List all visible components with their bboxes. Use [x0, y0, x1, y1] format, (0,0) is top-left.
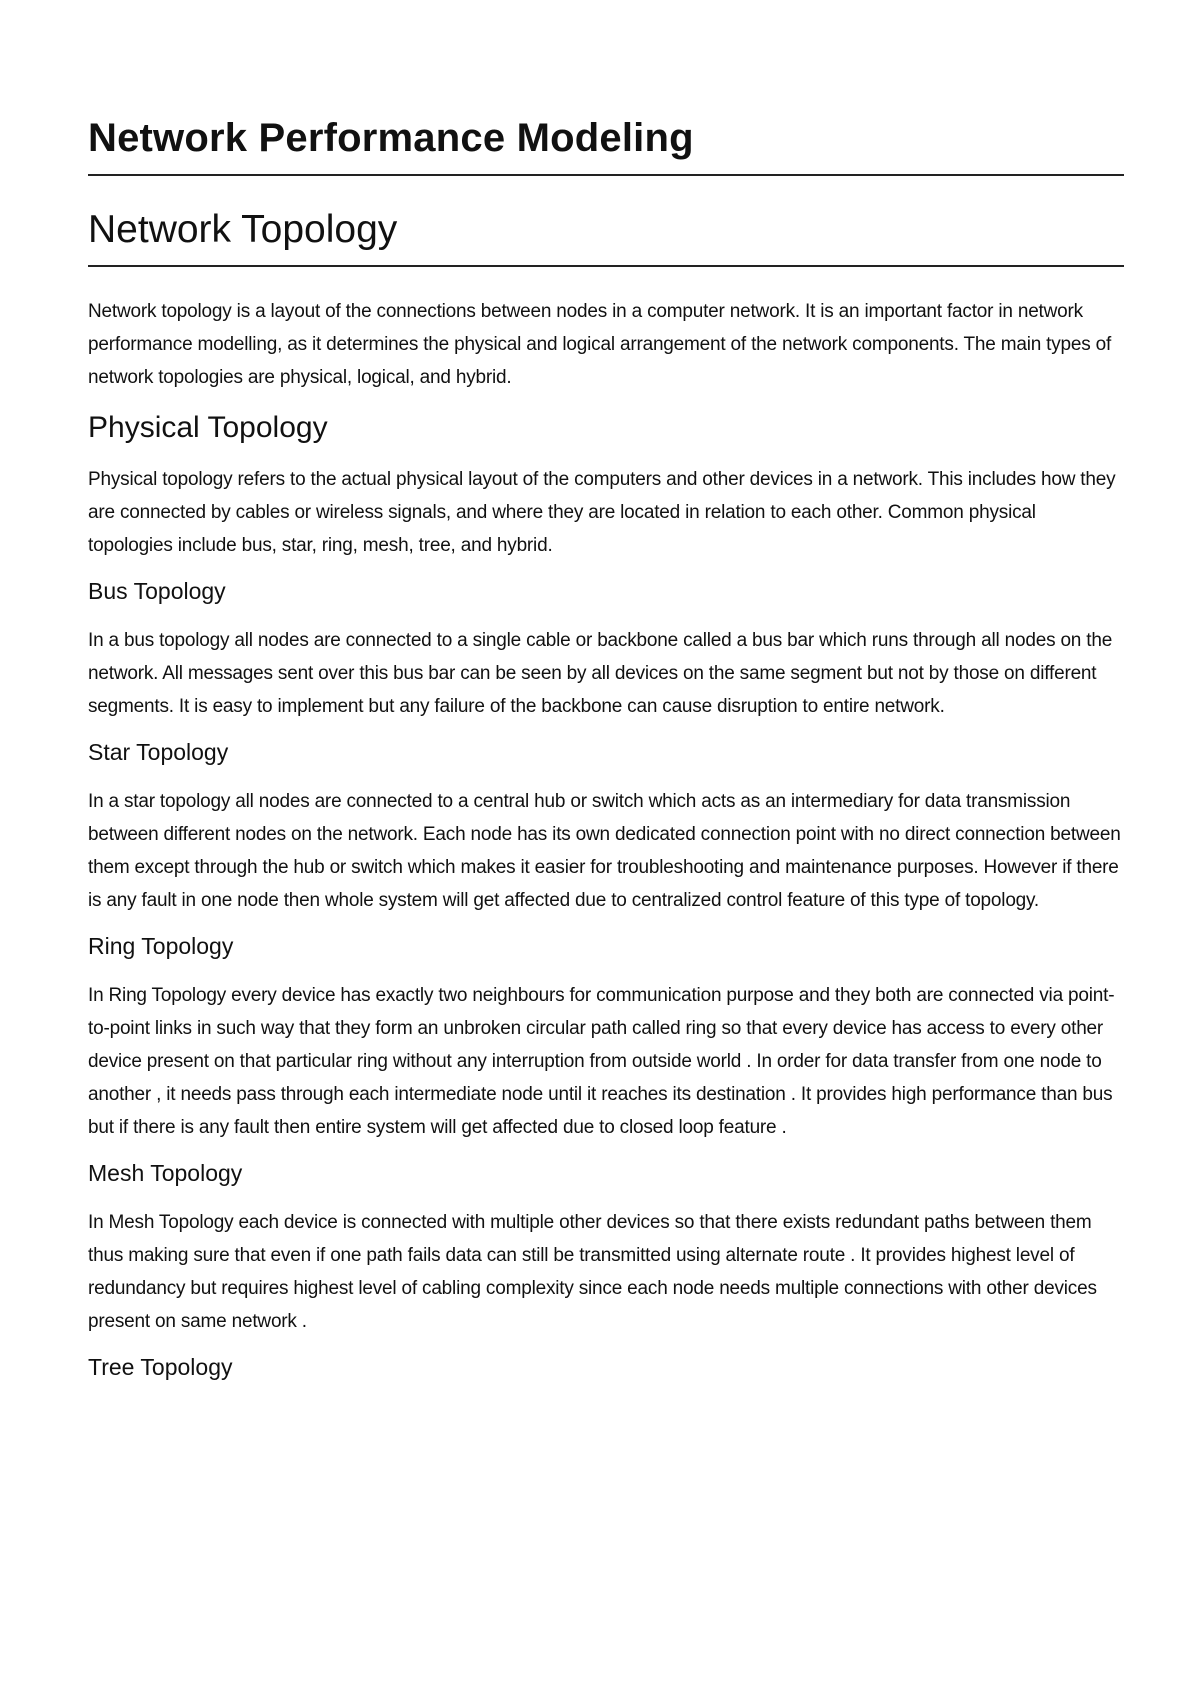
intro-paragraph: Network topology is a layout of the connections between nodes in a computer network. It is an important factor in network performance modelling, as it determines the physical and logical arrangement of the network components. The main types of network topologies are physical, logical, and hybrid. — [88, 301, 1112, 388]
heading-mesh-topology: Mesh Topology — [88, 1160, 243, 1186]
heading-ring-topology: Ring Topology — [88, 933, 234, 959]
mesh-topology-paragraph: In Mesh Topology each device is connected with multiple other devices so that there exists redundant paths between them thus making sure that even if one path fails data can still be transmitted using alternate route . It provides highest level of redundancy but requires highest level of cabling complexity since each node needs multiple connections with other devices present on same network . — [88, 1212, 1097, 1332]
document-page — [88, 112, 1124, 1383]
physical-topology-paragraph: Physical topology refers to the actual physical layout of the computers and other devices in a network. This includes how they are connected by cables or wireless signals, and where they are located in relation to each other. Common physical topologies include bus, star, ring, mesh, tree, and hybrid. — [88, 469, 1116, 556]
heading-bus-topology: Bus Topology — [88, 578, 226, 604]
heading-tree-topology: Tree Topology — [88, 1354, 233, 1380]
heading-physical-topology: Physical Topology — [88, 411, 328, 444]
bus-topology-paragraph: In a bus topology all nodes are connected to a single cable or backbone called a bus bar which runs through all nodes on the network. All messages sent over this bus bar can be seen by all devices on the same segment but not by those on different segments. It is easy to implement but any failure of the backbone can cause disruption to entire network. — [88, 630, 1113, 717]
ring-topology-paragraph: In Ring Topology every device has exactly two neighbours for communication purpose and they both are connected via point-to-point links in such way that they form an unbroken circular path called ring so that every device has access to every other device present on that particular ring without any interruption from outside world . In order for data transfer from one node to another , it needs pass through each intermediate node until it reaches its destination . It provides high performance than bus but if there is any fault then entire system will get affected due to closed loop feature . — [88, 985, 1115, 1138]
star-topology-paragraph: In a star topology all nodes are connected to a central hub or switch which acts as an intermediary for data transmission between different nodes on the network. Each node has its own dedicated connection point with no direct connection between them except through the hub or switch which makes it easier for troubleshooting and maintenance purposes. However if there is any fault in one node then whole system will get affected due to centralized control feature of this type of topology. — [88, 791, 1121, 911]
heading-star-topology: Star Topology — [88, 739, 229, 765]
document-title: Network Performance Modeling — [88, 112, 1124, 176]
section-heading-network-topology: Network Topology — [88, 205, 1124, 267]
